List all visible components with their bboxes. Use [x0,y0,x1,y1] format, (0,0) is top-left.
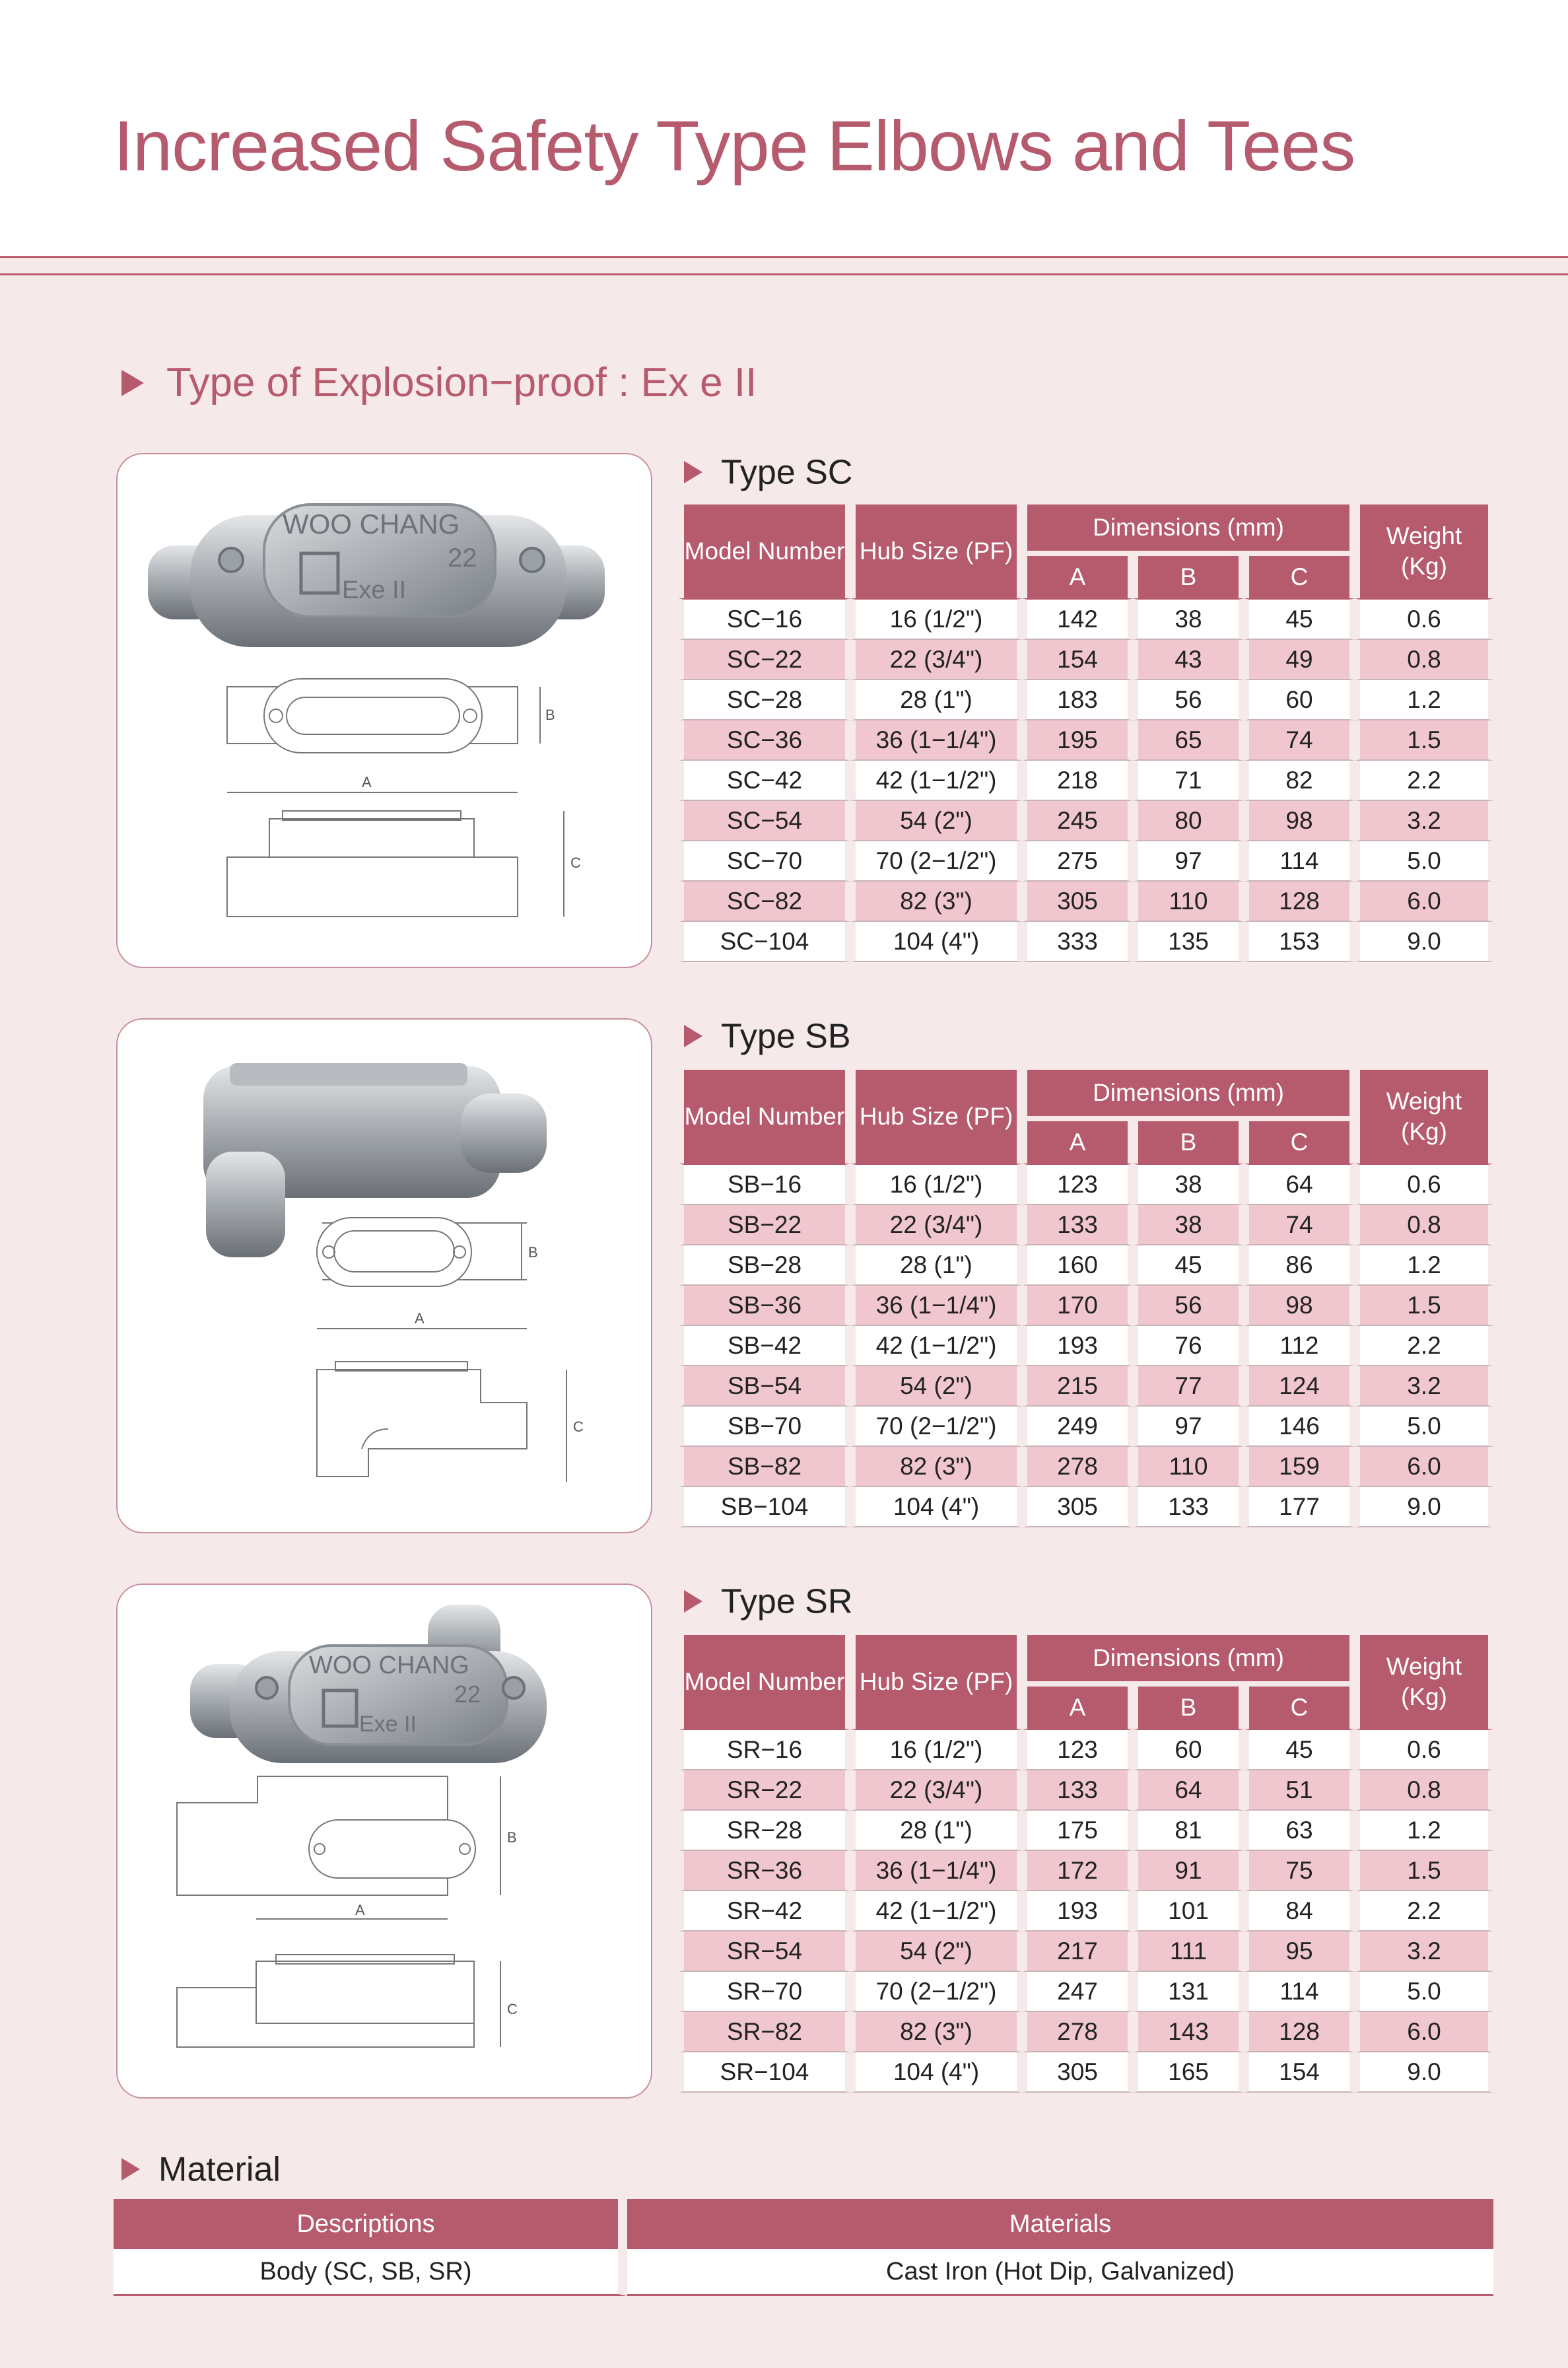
page-header [0,0,1568,258]
col-header-dimensions: Dimensions (mm) [1022,505,1355,556]
col-header-dimensions: Dimensions (mm) [1022,1635,1355,1687]
sr-dim-label-b: B [507,1829,517,1846]
triangle-bullet-icon [684,461,702,483]
sb-side-view-drawing [317,1362,566,1482]
sc-casting-mark: Exe II [342,576,407,604]
table-row: SC−16 16 (1/2") 142 38 45 0.6 [679,598,1493,640]
sc-photo [148,505,605,647]
col-header-hub: Hub Size (PF) [850,505,1022,598]
col-header-a: A [1022,1687,1133,1729]
table-row: SR−42 42 (1−1/2") 193 101 84 2.2 [679,1891,1493,1932]
table-row: SR−54 54 (2") 217 111 95 3.2 [679,1932,1493,1972]
header-rule-bottom [0,273,1568,275]
table-row: SR−22 22 (3/4") 133 64 51 0.8 [679,1770,1493,1811]
sr-dim-label-a: A [355,1902,365,1918]
table-row: SR−70 70 (2−1/2") 247 131 114 5.0 [679,1972,1493,2012]
sc-dim-label-a: A [362,774,372,790]
section-heading-text: Type of Explosion−proof : Ex e II [166,360,757,406]
sr-photo [190,1605,547,1763]
sb-dim-label-b: B [528,1244,538,1261]
sc-dim-label-c: C [570,854,581,871]
table-row: SB−104 104 (4") 305 133 177 9.0 [679,1487,1493,1527]
col-header-weight: Weight (Kg) [1355,505,1493,598]
table-row: SC−70 70 (2−1/2") 275 97 114 5.0 [679,841,1493,882]
table-row: SB−54 54 (2") 215 77 124 3.2 [679,1366,1493,1407]
sr-dim-label-c: C [507,2001,518,2017]
sb-product-panel [116,1018,652,1533]
type-sb-heading: Type SB [684,1014,851,1056]
sc-product-illustration [118,454,651,967]
page-title: Increased Safety Type Elbows and Tees [114,106,1355,186]
table-row: SB−82 82 (3") 278 110 159 6.0 [679,1447,1493,1487]
triangle-bullet-icon [684,1025,702,1047]
triangle-bullet-icon [684,1590,702,1613]
table-row: SB−16 16 (1/2") 123 38 64 0.6 [679,1164,1493,1205]
col-header-descriptions: Descriptions [114,2199,627,2249]
sb-dim-label-a: A [415,1310,425,1327]
table-row: SC−22 22 (3/4") 154 43 49 0.8 [679,640,1493,680]
col-header-weight: Weight (Kg) [1355,1635,1493,1729]
table-row: SC−82 82 (3") 305 110 128 6.0 [679,882,1493,922]
table-row: SC−36 36 (1−1/4") 195 65 74 1.5 [679,720,1493,761]
sc-dim-label-b: B [545,707,555,723]
table-row: Body (SC, SB, SR) Cast Iron (Hot Dip, Galvanized) [114,2249,1493,2296]
table-row: SB−42 42 (1−1/2") 193 76 112 2.2 [679,1326,1493,1366]
section-heading [121,357,757,406]
table-row: SC−42 42 (1−1/2") 218 71 82 2.2 [679,761,1493,801]
col-header-model: Model Number [679,505,850,598]
sr-product-illustration [118,1585,651,2097]
type-sc-heading: Type SC [684,450,852,492]
table-row: SR−104 104 (4") 305 165 154 9.0 [679,2052,1493,2093]
sb-product-illustration [118,1020,651,1532]
type-sb-table [679,1070,1493,1527]
table-row: SR−16 16 (1/2") 123 60 45 0.6 [679,1729,1493,1770]
table-row: SB−70 70 (2−1/2") 249 97 146 5.0 [679,1407,1493,1447]
sc-top-view-drawing [227,679,540,753]
table-row: SC−28 28 (1") 183 56 60 1.2 [679,680,1493,720]
triangle-bullet-icon [121,2158,140,2180]
sc-casting-size: 22 [448,543,477,573]
sr-side-view-drawing [177,1955,500,2047]
col-header-model: Model Number [679,1070,850,1164]
triangle-bullet-icon [121,370,144,396]
col-header-b: B [1133,556,1244,598]
col-header-materials: Materials [627,2199,1493,2249]
table-row: SB−36 36 (1−1/4") 170 56 98 1.5 [679,1286,1493,1326]
sr-casting-size: 22 [454,1681,481,1708]
sr-casting-mark: Exe II [359,1712,417,1737]
table-row: SC−104 104 (4") 333 135 153 9.0 [679,922,1493,962]
table-row: SR−28 28 (1") 175 81 63 1.2 [679,1811,1493,1851]
table-row: SB−28 28 (1") 160 45 86 1.2 [679,1245,1493,1286]
table-row: SB−22 22 (3/4") 133 38 74 0.8 [679,1205,1493,1245]
col-header-hub: Hub Size (PF) [850,1070,1022,1164]
type-sr-table [679,1635,1493,2093]
table-row: SR−36 36 (1−1/4") 172 91 75 1.5 [679,1851,1493,1891]
col-header-a: A [1022,1121,1133,1164]
header-rule-top [0,256,1568,258]
sc-casting-brand: WOO CHANG [283,508,460,540]
col-header-weight: Weight (Kg) [1355,1070,1493,1164]
sc-product-panel [116,453,652,968]
table-row: SR−82 82 (3") 278 143 128 6.0 [679,2012,1493,2052]
material-heading: Material [121,2147,281,2189]
table-row: SC−54 54 (2") 245 80 98 3.2 [679,801,1493,841]
sr-casting-brand: WOO CHANG [309,1652,469,1679]
sc-side-view-drawing [227,792,564,917]
type-sr-heading: Type SR [684,1580,852,1621]
material-table [114,2199,1493,2296]
sr-product-panel [116,1584,652,2099]
col-header-c: C [1244,556,1355,598]
col-header-c: C [1244,1687,1355,1729]
col-header-model: Model Number [679,1635,850,1729]
col-header-c: C [1244,1121,1355,1164]
col-header-a: A [1022,556,1133,598]
col-header-b: B [1133,1121,1244,1164]
sb-dim-label-c: C [573,1418,584,1435]
col-header-dimensions: Dimensions (mm) [1022,1070,1355,1121]
type-sc-table [679,505,1493,962]
sr-top-view-drawing [177,1776,500,1919]
col-header-b: B [1133,1687,1244,1729]
col-header-hub: Hub Size (PF) [850,1635,1022,1729]
